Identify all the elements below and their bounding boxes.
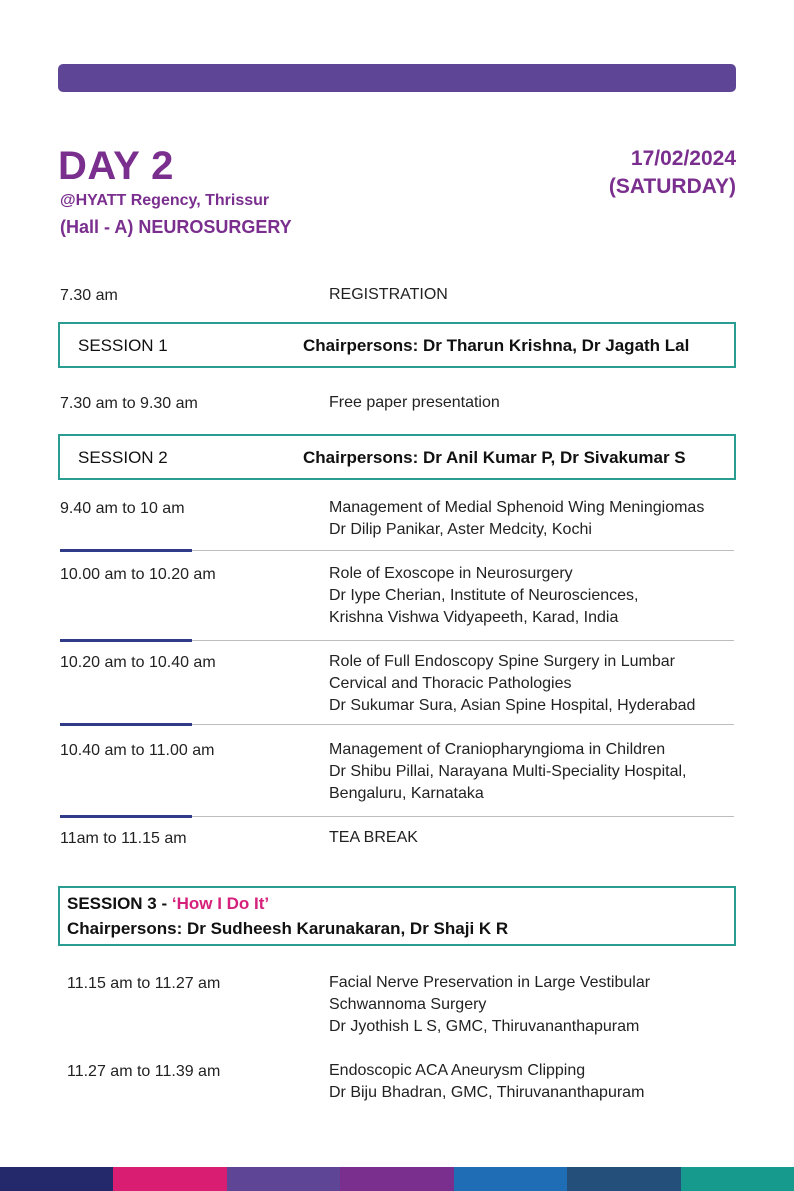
registration-time: 7.30 am <box>60 287 118 304</box>
tea-break-text: TEA BREAK <box>329 829 418 846</box>
session-3-box <box>58 886 736 946</box>
talk-speaker-affiliation: Krishna Vishwa Vidyapeeth, Karad, India <box>329 609 619 626</box>
divider-accent <box>60 723 192 726</box>
talk-speaker: Dr Sukumar Sura, Asian Spine Hospital, Hyderabad <box>329 697 696 714</box>
bottom-color-strip <box>0 1167 794 1191</box>
session-1-box <box>58 322 736 368</box>
free-paper-text: Free paper presentation <box>329 394 500 411</box>
session-subtitle: ‘How I Do It’ <box>171 894 270 913</box>
color-segment <box>0 1167 113 1191</box>
free-paper-time: 7.30 am to 9.30 am <box>60 395 198 412</box>
talk-speaker: Dr Shibu Pillai, Narayana Multi-Speciality Hospital, <box>329 763 687 780</box>
talk-title: Management of Craniopharyngioma in Children <box>329 741 666 758</box>
session-chairpersons: Chairpersons: Dr Anil Kumar P, Dr Sivakumar S <box>303 448 686 467</box>
session-chairpersons: Chairpersons: Dr Tharun Krishna, Dr Jagath Lal <box>303 336 690 355</box>
color-segment <box>454 1167 567 1191</box>
talk-details <box>329 1060 644 1104</box>
hall-name: (Hall - A) NEUROSURGERY <box>60 217 292 237</box>
talk-time: 9.40 am to 10 am <box>60 500 185 517</box>
talk-speaker: Dr Iype Cherian, Institute of Neurosciences, <box>329 587 639 604</box>
divider-accent <box>60 639 192 642</box>
session-2-box <box>58 434 736 480</box>
talk-details <box>329 651 695 717</box>
divider-accent <box>60 549 192 552</box>
date-value: 17/02/2024 <box>630 147 736 170</box>
session-heading <box>67 894 269 914</box>
session-name: SESSION 2 <box>78 448 168 467</box>
talk-details <box>329 563 638 629</box>
talk-time: 11.27 am to 11.39 am <box>67 1063 221 1080</box>
tea-break-time: 11am to 11.15 am <box>60 830 187 847</box>
color-segment <box>113 1167 226 1191</box>
day-title: DAY 2 <box>58 144 174 188</box>
talk-details <box>329 739 686 805</box>
event-date <box>609 145 736 201</box>
talk-details <box>329 972 650 1038</box>
talk-title: Role of Exoscope in Neurosurgery <box>329 565 573 582</box>
session-name: SESSION 1 <box>78 336 168 355</box>
color-segment <box>567 1167 680 1191</box>
talk-title: Facial Nerve Preservation in Large Vestibular <box>329 974 651 991</box>
talk-speaker-affiliation: Bengaluru, Karnataka <box>329 785 484 802</box>
talk-title-cont: Cervical and Thoracic Pathologies <box>329 675 572 692</box>
color-segment <box>340 1167 453 1191</box>
divider-accent <box>60 815 192 818</box>
session-name: SESSION 3 - <box>67 894 172 913</box>
talk-time: 11.15 am to 11.27 am <box>67 975 221 992</box>
top-banner-bar <box>58 64 736 92</box>
venue: @HYATT Regency, Thrissur <box>60 192 270 209</box>
talk-speaker: Dr Jyothish L S, GMC, Thiruvananthapuram <box>329 1018 640 1035</box>
talk-title: Endoscopic ACA Aneurysm Clipping <box>329 1062 586 1079</box>
talk-time: 10.20 am to 10.40 am <box>60 654 216 671</box>
talk-title: Management of Medial Sphenoid Wing Meningiomas <box>329 499 705 516</box>
session-chairpersons: Chairpersons: Dr Sudheesh Karunakaran, Dr Shaji K R <box>67 919 509 938</box>
talk-time: 10.00 am to 10.20 am <box>60 566 216 583</box>
talk-title-cont: Schwannoma Surgery <box>329 996 487 1013</box>
talk-details <box>329 497 704 541</box>
talk-speaker: Dr Dilip Panikar, Aster Medcity, Kochi <box>329 521 592 538</box>
talk-title: Role of Full Endoscopy Spine Surgery in Lumbar <box>329 653 675 670</box>
color-segment <box>227 1167 340 1191</box>
weekday: (SATURDAY) <box>608 175 736 198</box>
registration-text: REGISTRATION <box>329 286 448 303</box>
talk-speaker: Dr Biju Bhadran, GMC, Thiruvananthapuram <box>329 1084 645 1101</box>
color-segment <box>681 1167 794 1191</box>
talk-time: 10.40 am to 11.00 am <box>60 742 215 759</box>
